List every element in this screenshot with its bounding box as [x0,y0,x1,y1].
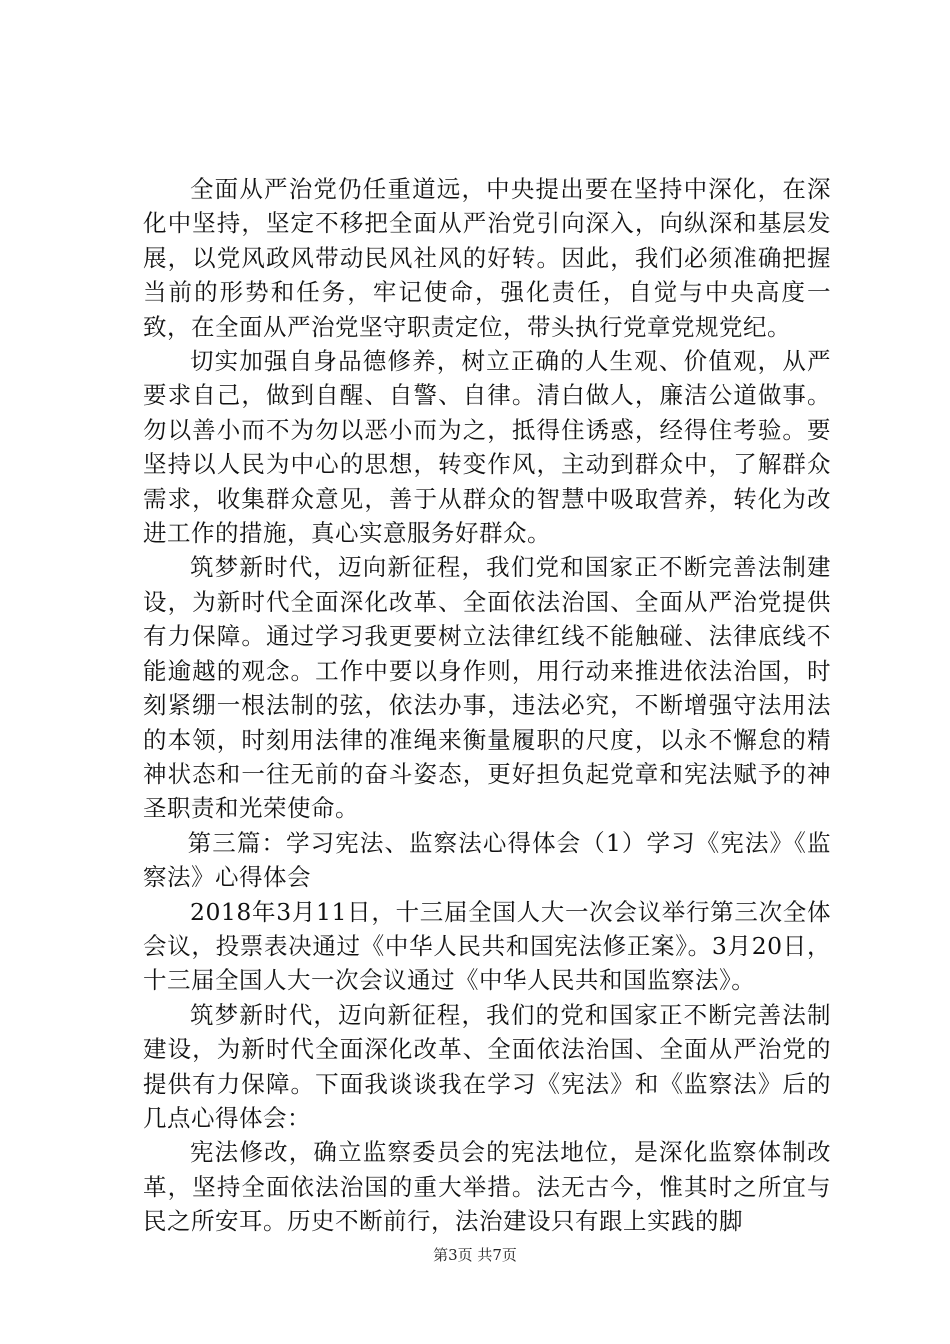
paragraph-moral-cultivation: 切实加强自身品德修养，树立正确的人生观、价值观，从严要求自己，做到自醒、自警、自律。清白做人，廉洁公道做事。勿以善小而不为勿以恶小而为之，抵得住诱惑，经得住考验。要坚持以人民为中心的思想，转变作风，主动到群众中，了解群众需求，收集群众意见，善于从群众的智慧中吸取营养，转化为改进工作的措施，真心实意服务好群众。 [143,347,831,548]
paragraph-party-discipline: 全面从严治党仍任重道远，中央提出要在坚持中深化，在深化中坚持，坚定不移把全面从严治党引向深入，向纵深和基层发展，以党风政风带动民风社风的好转。因此，我们必须准确把握当前的形势和任务，牢记使命，强化责任，自觉与中央高度一致，在全面从严治党坚守职责定位，带头执行党章党规党纪。 [143,175,831,341]
paragraph-rule-of-law: 筑梦新时代，迈向新征程，我们党和国家正不断完善法制建设，为新时代全面深化改革、全面依法治国、全面从严治党提供有力保障。通过学习我更要树立法律红线不能触碰、法律底线不能逾越的观念。工作中要以身作则，用行动来推进依法治国，时刻紧绷一根法制的弦，依法办事，违法必究，不断增强守法用法的本领，时刻用法律的准绳来衡量履职的尺度，以永不懈怠的精神状态和一往无前的奋斗姿态，更好担负起党章和宪法赋予的神圣职责和光荣使命。 [143,553,831,823]
section-heading: 第三篇：学习宪法、监察法心得体会（1）学习《宪法》《监察法》心得体会 [143,828,831,892]
paragraph-constitution-amendment: 2018年3月11日，十三届全国人大一次会议举行第三次全体会议，投票表决通过《中华人民共和国宪法修正案》。3月20日，十三届全国人大一次会议通过《中华人民共和国监察法》。 [143,897,831,995]
paragraph-new-era: 筑梦新时代，迈向新征程，我们的党和国家正不断完善法制建设，为新时代全面深化改革、全面依法治国、全面从严治党的提供有力保障。下面我谈谈我在学习《宪法》和《监察法》后的几点心得体会： [143,1000,831,1132]
document-body [143,172,831,1239]
page-number-footer: 第3页 共7页 [433,1246,517,1264]
paragraph-supervision-reform: 宪法修改，确立监察委员会的宪法地位，是深化监察体制改革，坚持全面依法治国的重大举措。法无古今，惟其时之所宜与民之所安耳。历史不断前行，法治建设只有跟上实践的脚 [143,1138,831,1236]
